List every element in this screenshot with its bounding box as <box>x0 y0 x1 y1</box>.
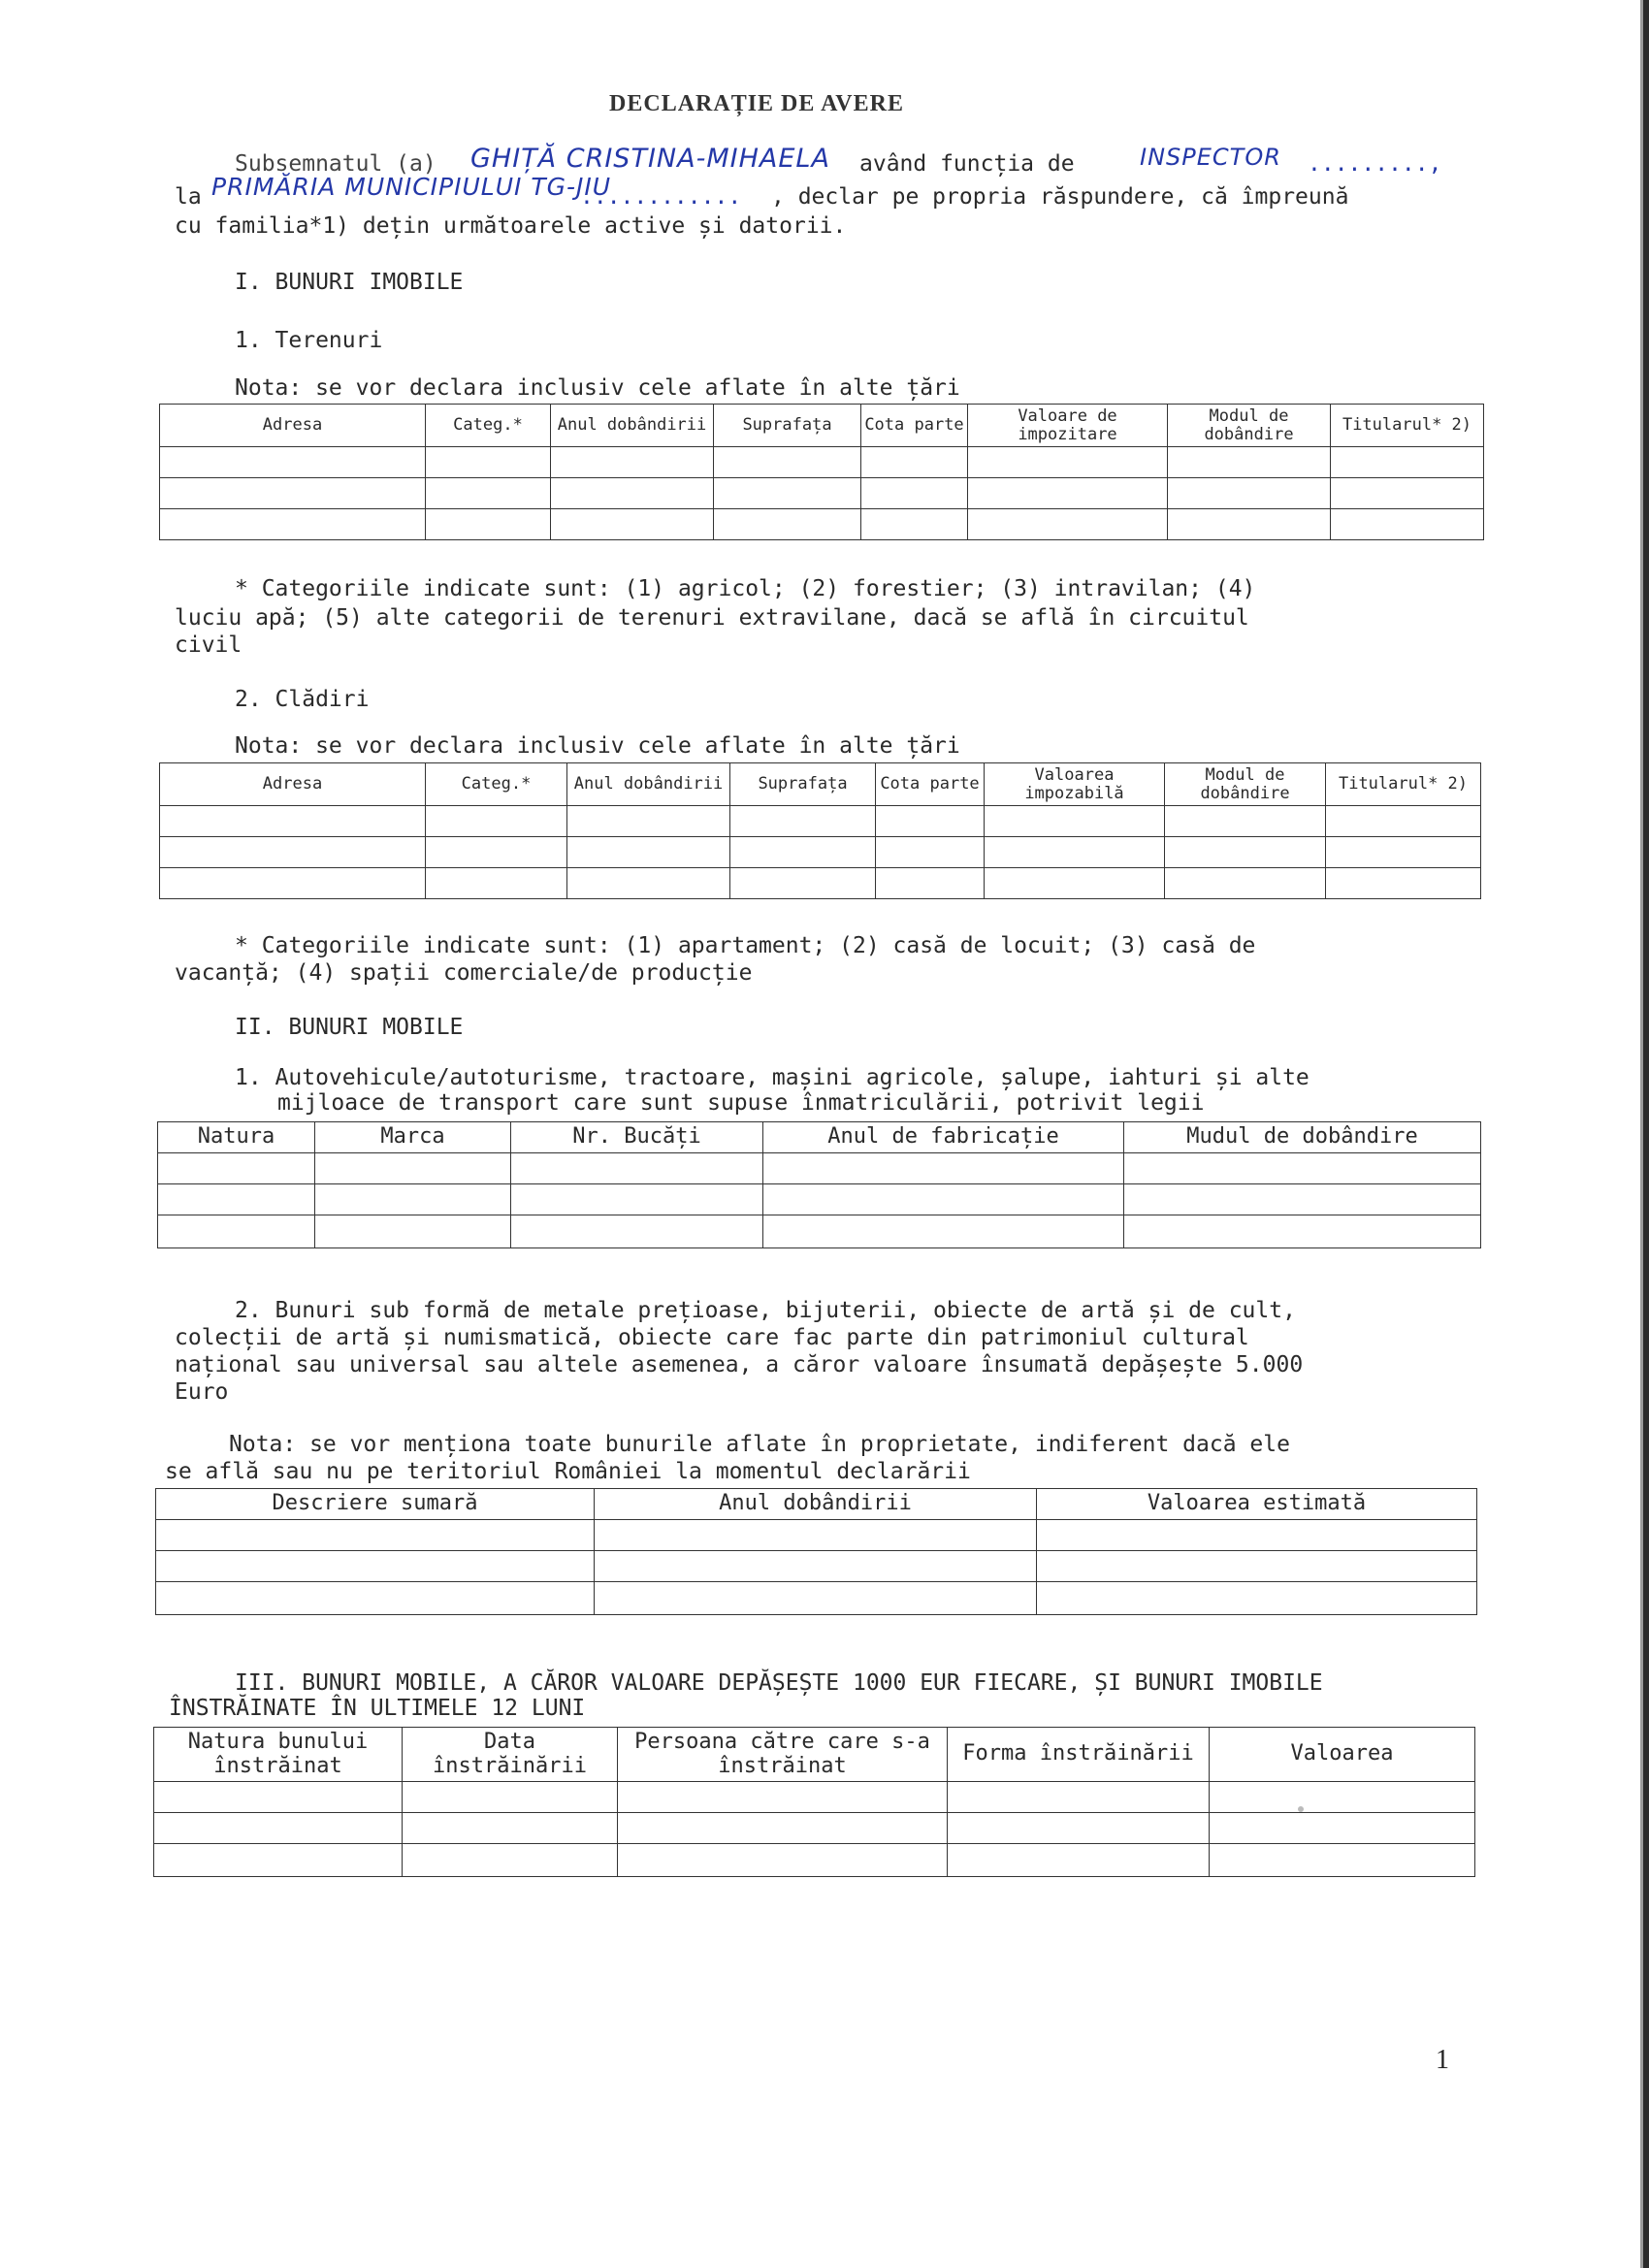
table-row <box>154 1782 1475 1813</box>
vehicule-table <box>157 1121 1481 1248</box>
column-header: Natura <box>158 1122 315 1153</box>
declarant-institution: PRIMĂRIA MUNICIPIULUI TG-JIU <box>211 173 612 201</box>
table-row <box>160 447 1484 478</box>
metale-heading-4: Euro <box>175 1379 229 1405</box>
column-header: Nr. Bucăți <box>511 1122 763 1153</box>
intro-declar: , declar pe propria răspundere, că împreună <box>771 184 1349 210</box>
table-row <box>160 868 1481 899</box>
table-row <box>156 1520 1477 1551</box>
section-2-heading: II. BUNURI MOBILE <box>235 1015 464 1040</box>
cladiri-heading: 2. Clădiri <box>235 687 370 712</box>
scan-speck <box>1298 1806 1304 1812</box>
column-header: Mudul de dobândire <box>1124 1122 1481 1153</box>
terenuri-table <box>159 404 1484 540</box>
table-header-row <box>158 1122 1481 1153</box>
declarant-function: INSPECTOR <box>1140 144 1281 171</box>
column-header: Categ.* <box>426 405 551 447</box>
function-dots: ........., <box>1308 151 1442 177</box>
scan-edge <box>1643 0 1649 2268</box>
column-header: Titularul* 2) <box>1326 763 1481 806</box>
table-row <box>156 1551 1477 1582</box>
column-header: Modul de dobândire <box>1165 763 1326 806</box>
column-header: Anul dobândirii <box>595 1489 1037 1520</box>
vehicule-heading-2: mijloace de transport care sunt supuse înmatriculării, potrivit legii <box>277 1090 1205 1116</box>
metale-heading-1: 2. Bunuri sub formă de metale prețioase, bijuterii, obiecte de artă și de cult, <box>235 1298 1296 1323</box>
table-row <box>158 1153 1481 1184</box>
section-3-heading-1: III. BUNURI MOBILE, A CĂROR VALOARE DEPĂȘEȘTE 1000 EUR FIECARE, ȘI BUNURI IMOBILE <box>235 1670 1323 1696</box>
table-row <box>154 1844 1475 1877</box>
document-title: DECLARAȚIE DE AVERE <box>609 91 904 116</box>
column-header: Anul dobândirii <box>551 405 714 447</box>
table-row <box>160 478 1484 509</box>
cladiri-table <box>159 762 1481 899</box>
metale-table <box>155 1488 1477 1615</box>
institution-dots: ............ <box>580 184 742 210</box>
column-header: Adresa <box>160 405 426 447</box>
terenuri-footnote-3: civil <box>175 632 242 658</box>
terenuri-note: Nota: se vor declara inclusiv cele aflate în alte țări <box>235 375 960 401</box>
terenuri-footnote-2: luciu apă; (5) alte categorii de terenuri extravilane, dacă se află în circuitul <box>175 605 1249 631</box>
column-header: Cota parte <box>876 763 985 806</box>
intro-subsemnatul: Subsemnatul (a) <box>235 151 436 177</box>
column-header: Natura bunului înstrăinat <box>154 1728 403 1782</box>
column-header: Valoarea estimată <box>1037 1489 1477 1520</box>
column-header: Marca <box>315 1122 511 1153</box>
column-header: Categ.* <box>426 763 567 806</box>
terenuri-footnote-1: * Categoriile indicate sunt: (1) agricol; (2) forestier; (3) intravilan; (4) <box>235 576 1256 601</box>
column-header: Data înstrăinării <box>403 1728 618 1782</box>
column-header: Anul de fabricație <box>763 1122 1124 1153</box>
page-number: 1 <box>1436 2045 1449 2075</box>
metale-note-2: se află sau nu pe teritoriul României la momentul declarării <box>165 1459 971 1484</box>
column-header: Valoare de impozitare <box>968 405 1168 447</box>
table-row <box>160 837 1481 868</box>
column-header: Persoana către care s-a înstrăinat <box>618 1728 948 1782</box>
instrainate-table <box>153 1727 1475 1877</box>
table-row <box>158 1184 1481 1215</box>
column-header: Adresa <box>160 763 426 806</box>
column-header: Cota parte <box>861 405 968 447</box>
intro-functia: având funcția de <box>859 151 1075 177</box>
column-header: Forma înstrăinării <box>948 1728 1210 1782</box>
table-row <box>160 509 1484 540</box>
column-header: Descriere sumară <box>156 1489 595 1520</box>
column-header: Suprafața <box>730 763 876 806</box>
scan-edge-shadow <box>1640 0 1643 2268</box>
metale-note-1: Nota: se vor menționa toate bunurile aflate în proprietate, indiferent dacă ele <box>229 1432 1290 1457</box>
terenuri-heading: 1. Terenuri <box>235 328 383 353</box>
column-header: Titularul* 2) <box>1331 405 1484 447</box>
table-header-row <box>160 763 1481 806</box>
cladiri-footnote-1: * Categoriile indicate sunt: (1) apartament; (2) casă de locuit; (3) casă de <box>235 933 1256 958</box>
section-1-heading: I. BUNURI IMOBILE <box>235 270 464 295</box>
declarant-name: GHIȚĂ CRISTINA-MIHAELA <box>470 144 830 174</box>
table-header-row <box>160 405 1484 447</box>
column-header: Suprafața <box>714 405 861 447</box>
column-header: Valoarea <box>1210 1728 1475 1782</box>
column-header: Modul de dobândire <box>1168 405 1331 447</box>
intro-la: la <box>175 184 202 210</box>
column-header: Valoarea impozabilă <box>985 763 1165 806</box>
cladiri-note: Nota: se vor declara inclusiv cele aflate în alte țări <box>235 733 960 759</box>
table-row <box>156 1582 1477 1615</box>
section-3-heading-2: ÎNSTRĂINATE ÎN ULTIMELE 12 LUNI <box>169 1696 586 1721</box>
table-header-row <box>154 1728 1475 1782</box>
column-header: Anul dobândirii <box>567 763 730 806</box>
metale-heading-3: național sau universal sau altele asemenea, a căror valoare însumată depășește 5.000 <box>175 1352 1304 1377</box>
metale-heading-2: colecții de artă și numismatică, obiecte care fac parte din patrimoniul cultural <box>175 1325 1249 1350</box>
table-row <box>160 806 1481 837</box>
vehicule-heading-1: 1. Autovehicule/autoturisme, tractoare, mașini agricole, șalupe, iahturi și alte <box>235 1065 1310 1090</box>
table-header-row <box>156 1489 1477 1520</box>
table-row <box>154 1813 1475 1844</box>
cladiri-footnote-2: vacanță; (4) spații comerciale/de producție <box>175 960 753 986</box>
table-row <box>158 1215 1481 1248</box>
intro-familia: cu familia*1) dețin următoarele active și datorii. <box>175 213 847 239</box>
